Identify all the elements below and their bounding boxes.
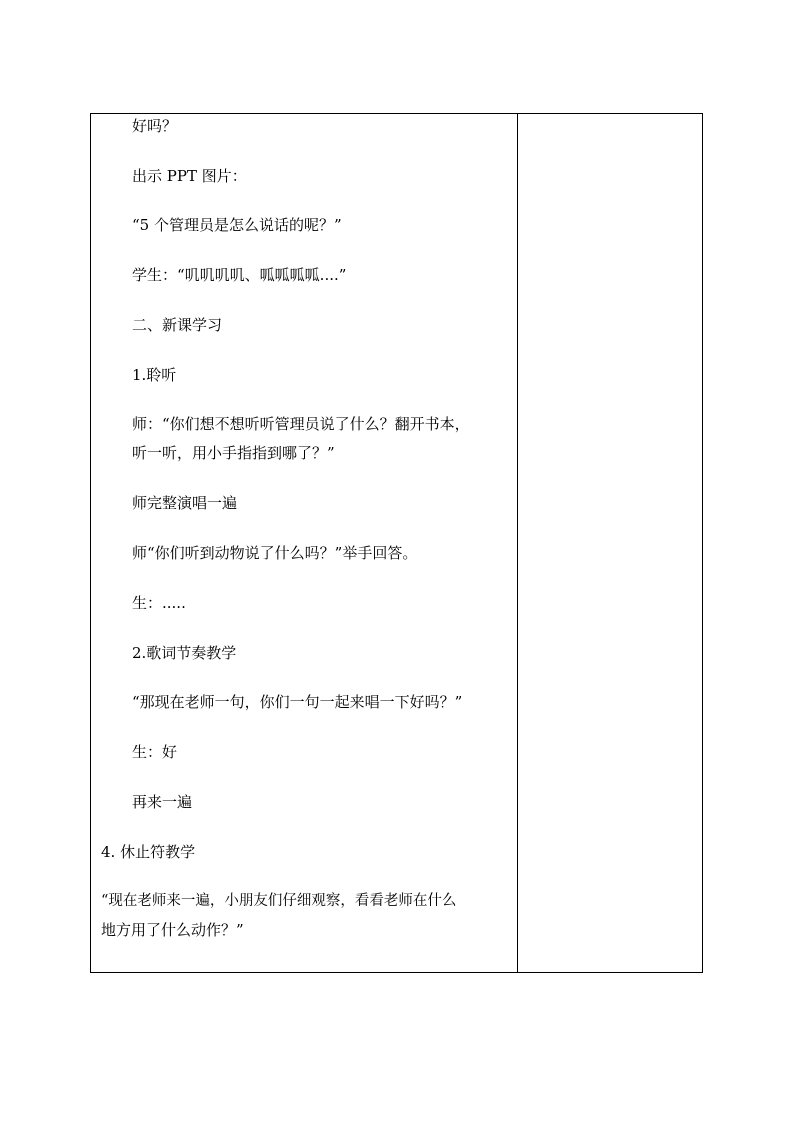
- text-line: 出示 PPT 图片：: [132, 167, 247, 185]
- text-line: “那现在老师一句，你们一句一起来唱一下好吗？”: [132, 693, 463, 711]
- text-line: 生：.....: [132, 594, 186, 612]
- text-line: 好吗？: [132, 117, 178, 135]
- section-heading: 二、新课学习: [132, 316, 223, 334]
- text-line: 地方用了什么动作？”: [101, 921, 244, 939]
- subsection-heading: 4. 休止符教学: [101, 843, 196, 861]
- text-line: 再来一遍: [132, 793, 193, 811]
- subsection-heading: 1.聆听: [132, 366, 177, 384]
- text-line: 学生：“叽叽叽叽、呱呱呱呱....”: [132, 266, 347, 284]
- text-line: 生：好: [132, 743, 178, 761]
- text-line: 听一听，用小手指指到哪了？”: [132, 444, 335, 462]
- text-line: 师：“你们想不想听听管理员说了什么？翻开书本，: [132, 415, 470, 433]
- text-line: “5 个管理员是怎么说话的呢？”: [132, 216, 342, 234]
- text-line: “现在老师来一遍，小朋友们仔细观察，看看老师在什么: [101, 893, 457, 909]
- right-column-cell: [518, 114, 702, 972]
- text-line: 师“你们听到动物说了什么吗？”举手回答。: [132, 544, 418, 562]
- lesson-table: [90, 113, 703, 973]
- subsection-heading: 2.歌词节奏教学: [132, 644, 237, 662]
- text-line: 师完整演唱一遍: [132, 494, 238, 512]
